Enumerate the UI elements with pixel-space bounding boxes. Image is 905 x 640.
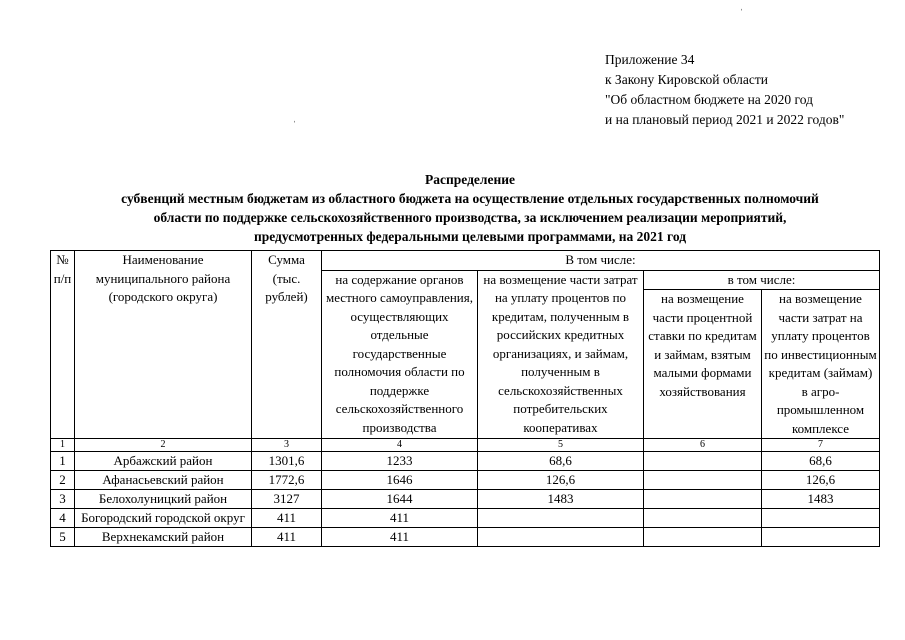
investment-credit-subsidy: 1483	[762, 490, 880, 509]
admin-subsidy: 1646	[322, 471, 478, 490]
investment-credit-subsidy: 68,6	[762, 452, 880, 471]
scan-speck: ˈ	[740, 8, 744, 19]
header-col4: на содержание органов местного самоуправления, осуществляющих отдельные государственные полномочия области по поддержке сельскохозяйственного производства	[322, 270, 478, 439]
interest-subsidy	[478, 509, 644, 528]
column-index: 6	[644, 439, 762, 452]
column-index: 3	[252, 439, 322, 452]
column-index: 5	[478, 439, 644, 452]
scan-speck: ˈ	[293, 120, 297, 131]
header-col6: на возмещение части процентной ставки по кредитам и займам, взятым малыми формами хозяйствования	[644, 290, 762, 439]
header-col5: на возмещение части затрат на уплату процентов по кредитам, полученным в российских кредитных организациях, и займам, полученным в сельскохозяйственных потребительских кооперативах	[478, 270, 644, 439]
district-name: Верхнекамский район	[75, 528, 252, 547]
district-name: Афанасьевский район	[75, 471, 252, 490]
column-index: 2	[75, 439, 252, 452]
row-number: 4	[51, 509, 75, 528]
investment-credit-subsidy	[762, 528, 880, 547]
small-business-subsidy	[644, 528, 762, 547]
header-including: В том числе:	[322, 251, 880, 271]
district-name: Арбажский район	[75, 452, 252, 471]
column-index-row	[51, 439, 880, 452]
total-sum: 3127	[252, 490, 322, 509]
table-row	[51, 452, 880, 471]
investment-credit-subsidy	[762, 509, 880, 528]
header-including-sub: в том числе:	[644, 270, 880, 290]
total-sum: 411	[252, 528, 322, 547]
title-line: области по поддержке сельскохозяйственного производства, за исключением реализации мероприятий,	[153, 210, 787, 225]
admin-subsidy: 1644	[322, 490, 478, 509]
district-name: Белохолуницкий район	[75, 490, 252, 509]
small-business-subsidy	[644, 452, 762, 471]
table-row	[51, 471, 880, 490]
title-line: предусмотренных федеральными целевыми программами, на 2021 год	[253, 229, 687, 244]
column-index: 1	[51, 439, 75, 452]
subsidy-table	[50, 250, 880, 547]
small-business-subsidy	[644, 490, 762, 509]
table-row	[51, 509, 880, 528]
row-number: 1	[51, 452, 75, 471]
appendix-line: "Об областном бюджете на 2020 год	[605, 92, 813, 107]
header-col7: на возмещение части затрат на уплату процентов по инвестиционным кредитам (займам) в агро-промышленном комплексе	[762, 290, 880, 439]
appendix-block	[605, 50, 844, 130]
table-row	[51, 528, 880, 547]
appendix-line: к Закону Кировской области	[605, 72, 769, 87]
column-index: 7	[762, 439, 880, 452]
row-number: 5	[51, 528, 75, 547]
title-line: Распределение	[424, 172, 516, 187]
admin-subsidy: 411	[322, 509, 478, 528]
total-sum: 1772,6	[252, 471, 322, 490]
title-line: субвенций местным бюджетам из областного бюджета на осуществление отдельных государственных полномочий	[121, 191, 819, 206]
row-number: 2	[51, 471, 75, 490]
header-num: № п/п	[51, 251, 75, 439]
admin-subsidy: 411	[322, 528, 478, 547]
total-sum: 1301,6	[252, 452, 322, 471]
interest-subsidy	[478, 528, 644, 547]
appendix-line: и на плановый период 2021 и 2022 годов"	[605, 112, 845, 127]
interest-subsidy: 1483	[478, 490, 644, 509]
small-business-subsidy	[644, 471, 762, 490]
interest-subsidy: 68,6	[478, 452, 644, 471]
investment-credit-subsidy: 126,6	[762, 471, 880, 490]
document-title	[40, 170, 900, 246]
district-name: Богородский городской округ	[75, 509, 252, 528]
header-name: Наименование муниципального района (городского округа)	[75, 251, 252, 439]
header-sum: Сумма (тыс. рублей)	[252, 251, 322, 439]
total-sum: 411	[252, 509, 322, 528]
table-row	[51, 490, 880, 509]
interest-subsidy: 126,6	[478, 471, 644, 490]
admin-subsidy: 1233	[322, 452, 478, 471]
row-number: 3	[51, 490, 75, 509]
column-index: 4	[322, 439, 478, 452]
small-business-subsidy	[644, 509, 762, 528]
appendix-line: Приложение 34	[605, 52, 695, 67]
